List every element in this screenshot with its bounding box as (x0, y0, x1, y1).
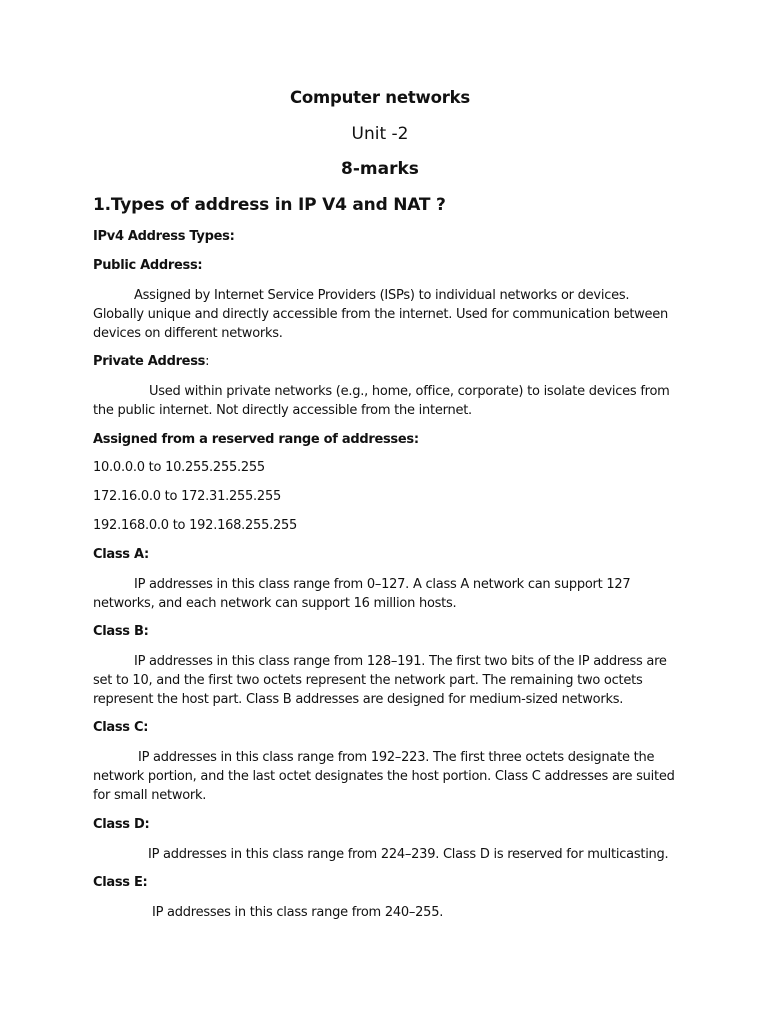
paragraph-line: IP addresses in this class range from 224–239. Class D is reserved for multicasting. (148, 847, 669, 862)
reserved-range-heading: Assigned from a reserved range of addresses: (93, 432, 419, 447)
reserved-range-item: 172.16.0.0 to 172.31.255.255 (93, 489, 281, 504)
public-address-heading: Public Address: (93, 258, 203, 273)
paragraph-line: IP addresses in this class range from 240–255. (152, 905, 444, 920)
document-title: Computer networks (289, 88, 471, 107)
class-c-paragraph (93, 748, 678, 805)
public-address-paragraph (93, 286, 678, 343)
class-e-paragraph (93, 903, 678, 922)
paragraph-line: networks, and each network can support 16 million hosts. (93, 596, 457, 611)
paragraph-line: for small network. (93, 788, 207, 803)
paragraph-line: Used within private networks (e.g., home, office, corporate) to isolate devices from (149, 384, 670, 399)
question-heading: 1.Types of address in IP V4 and NAT ? (93, 195, 446, 215)
reserved-range-item: 192.168.0.0 to 192.168.255.255 (93, 518, 298, 533)
class-d-heading: Class D: (93, 817, 150, 832)
private-address-heading-colon: : (205, 354, 210, 369)
paragraph-line: IP addresses in this class range from 0–127. A class A network can support 127 (134, 577, 631, 592)
class-a-heading: Class A: (93, 547, 149, 562)
class-e-heading: Class E: (93, 875, 148, 890)
class-a-paragraph (93, 575, 678, 613)
paragraph-line: Globally unique and directly accessible from the internet. Used for communication between (93, 307, 669, 322)
paragraph-line: the public internet. Not directly accessible from the internet. (93, 403, 472, 418)
paragraph-line: set to 10, and the first two octets represent the network part. The remaining two octets (93, 673, 643, 688)
private-address-heading-text: Private Address (93, 354, 206, 369)
paragraph-line: Assigned by Internet Service Providers (ISPs) to individual networks or devices. (134, 288, 630, 303)
ipv4-heading: IPv4 Address Types: (93, 229, 235, 244)
class-d-paragraph (93, 845, 678, 864)
paragraph-line: IP addresses in this class range from 192–223. The first three octets designate the (138, 750, 655, 765)
unit-label: Unit -2 (351, 124, 409, 144)
paragraph-line: devices on different networks. (93, 326, 283, 341)
class-b-heading: Class B: (93, 624, 149, 639)
paragraph-line: IP addresses in this class range from 128–191. The first two bits of the IP address are (134, 654, 667, 669)
reserved-range-item: 10.0.0.0 to 10.255.255.255 (93, 460, 265, 475)
paragraph-line: network portion, and the last octet designates the host portion. Class C addresses are suited (93, 769, 675, 784)
class-c-heading: Class C: (93, 720, 149, 735)
private-address-heading (93, 354, 678, 369)
paragraph-line: represent the host part. Class B addresses are designed for medium-sized networks. (93, 692, 624, 707)
marks-label: 8-marks (341, 159, 419, 179)
private-address-paragraph (93, 382, 678, 420)
class-b-paragraph (93, 652, 678, 709)
